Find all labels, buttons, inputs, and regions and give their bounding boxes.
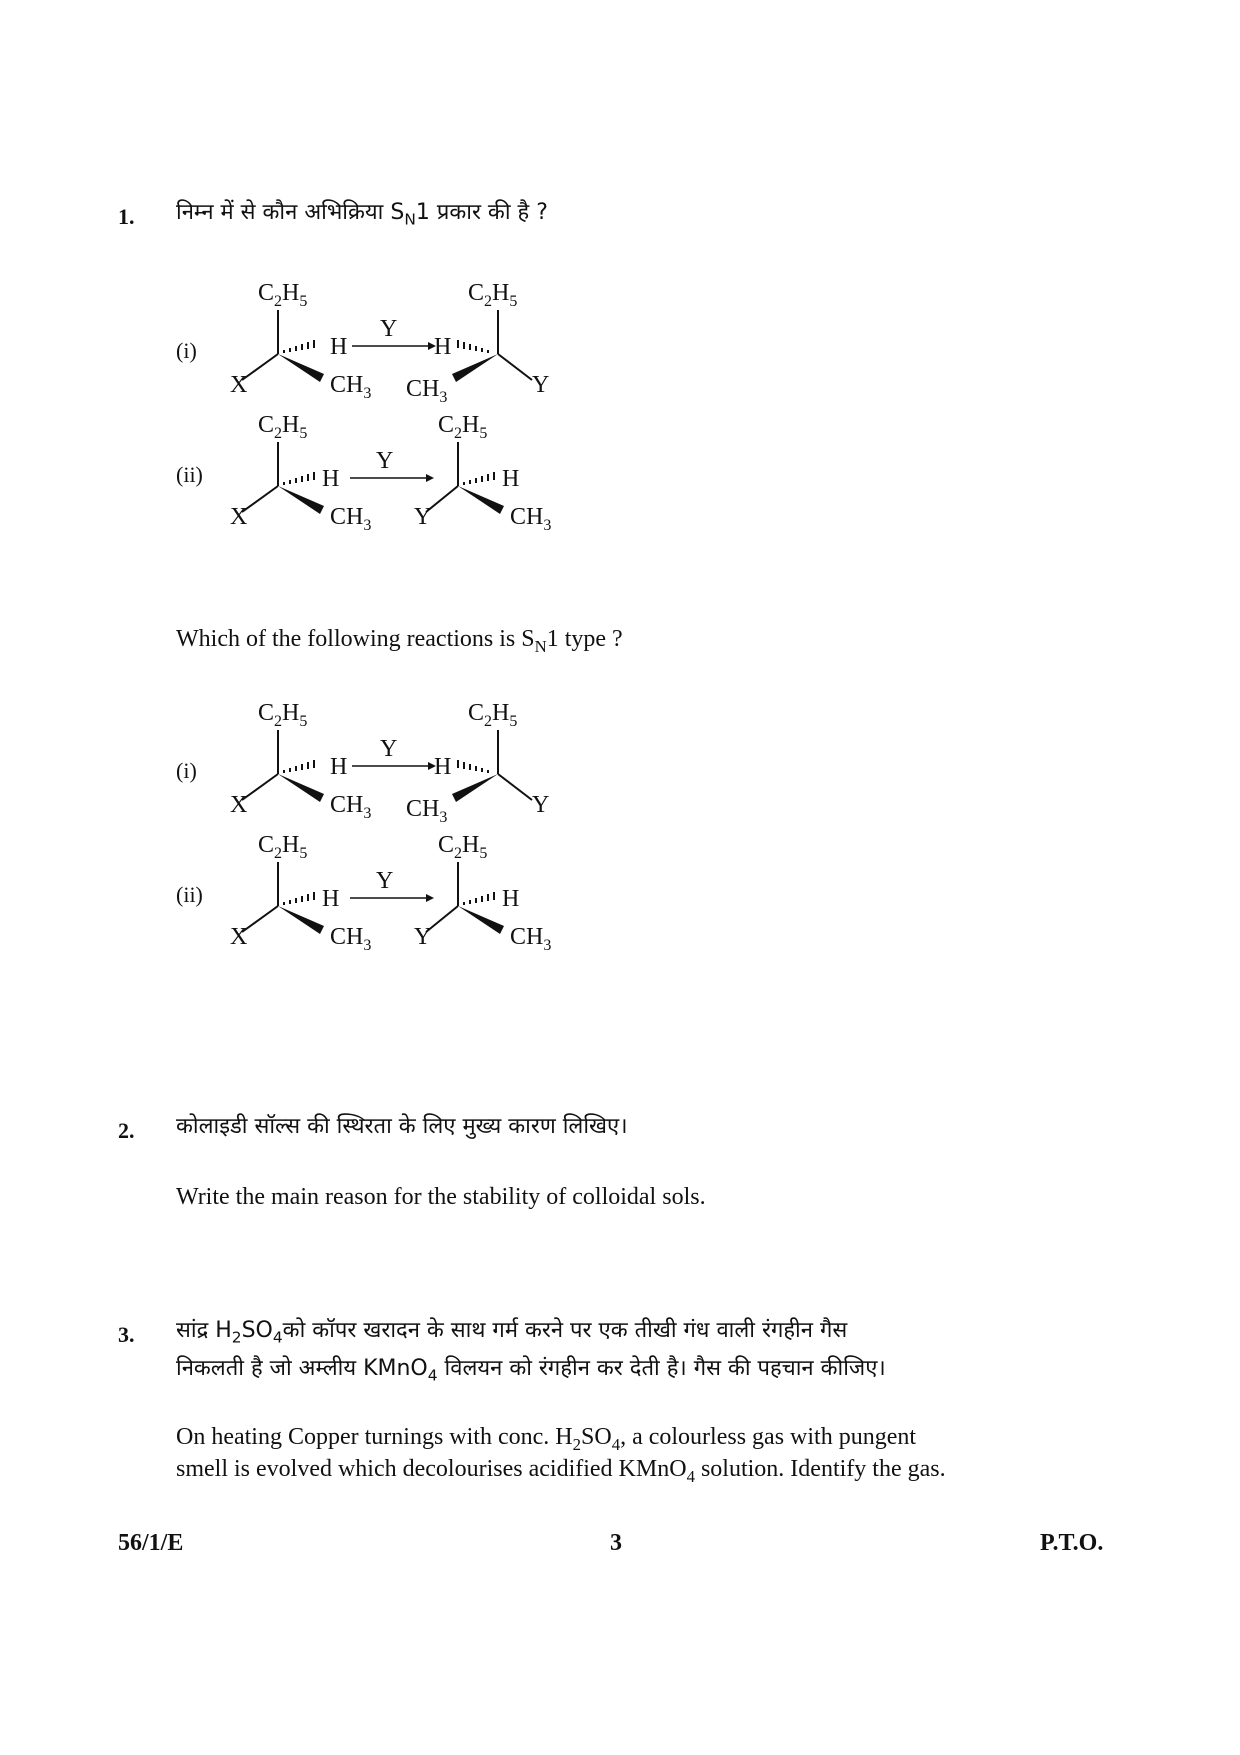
nucleophile-y: Y: [414, 504, 432, 530]
q3-hi-l1-sub1: 2: [231, 1328, 242, 1347]
svg-text:CH3: $CH_3$: [510, 924, 552, 954]
right-molecule-i: [406, 280, 549, 406]
page-number: 3: [610, 1530, 622, 1556]
hydrogen-dash-right: H: [502, 886, 520, 912]
question-2-hindi: कोलाइडी सॉल्स की स्थिरता के लिए मुख्य कारण लिखिए।: [176, 1114, 628, 1139]
q3-hi-l1-b: SO: [241, 1318, 273, 1343]
q3-hi-l2-sub: 4: [427, 1366, 438, 1385]
hydrogen-dash-left: H: [330, 334, 348, 360]
arrow-ii: [350, 448, 434, 482]
svg-text:CH3: $CH_3$: [330, 792, 372, 822]
hydrogen-dash-right: H: [434, 754, 452, 780]
hydrogen-dash-right: H: [502, 466, 520, 492]
option-label-i: (i): [176, 758, 197, 783]
reaction-diagram-ii: [230, 402, 670, 552]
question-number-1: 1.: [118, 204, 135, 229]
question-3-hindi-line-1: [176, 1314, 847, 1354]
svg-text:C2H5: $C_2H_5$: [438, 412, 488, 442]
svg-text:C2H5: $C_2H_5$: [258, 832, 308, 862]
svg-text:CH3: $CH_3$: [330, 372, 372, 402]
svg-text:C2H5: $C_2H_5$: [468, 700, 518, 730]
q1-english-subscript: N: [534, 636, 547, 656]
q3-hi-l1-a: सांद्र H: [176, 1318, 232, 1343]
svg-text:C2H5: $C_2H_5$: [258, 700, 308, 730]
hydrogen-dash-right: H: [434, 334, 452, 360]
left-molecule-ii: [230, 412, 371, 534]
leaving-group-x: X: [230, 924, 248, 950]
nucleophile-y: Y: [532, 792, 550, 818]
option-label-i: (i): [176, 338, 197, 363]
reagent-label: Y: [380, 316, 398, 342]
option-label-ii: (ii): [176, 462, 203, 487]
q1-hindi-part-b: 1 प्रकार की है ?: [415, 200, 548, 225]
svg-text:C2H5: $C_2H_5$: [438, 832, 488, 862]
right-molecule-ii: [414, 412, 551, 534]
q1-hindi-subscript: N: [404, 210, 416, 229]
question-2-english: Write the main reason for the stability of colloidal sols.: [176, 1184, 706, 1210]
reagent-label: Y: [380, 736, 398, 762]
leaving-group-x: X: [230, 504, 248, 530]
question-1-english: [176, 622, 623, 664]
reaction-diagram-i: [230, 690, 670, 840]
please-turn-over: P.T.O.: [1040, 1530, 1104, 1556]
question-1-hindi: [176, 196, 548, 236]
reaction-diagram-ii: [230, 822, 670, 972]
nucleophile-y: Y: [414, 924, 432, 950]
q1-english-part-b: 1 type ?: [546, 626, 623, 652]
q3-hi-l1-sub2: 4: [272, 1328, 283, 1347]
reaction-diagram-i: [230, 270, 670, 420]
arrow-i: [352, 316, 436, 350]
q1-english-reactions: [160, 690, 620, 1030]
svg-text:CH3: $CH_3$: [406, 376, 448, 406]
question-3-english-line-2: [176, 1452, 946, 1494]
q3-en-l1-sub1: 2: [572, 1434, 581, 1454]
question-3-hindi-line-2: [176, 1352, 886, 1392]
reagent-label: Y: [376, 448, 394, 474]
q3-hi-l2-b: विलयन को रंगहीन कर देती है। गैस की पहचान कीजिए।: [437, 1356, 886, 1381]
q3-en-l2-b: solution. Identify the gas.: [694, 1456, 946, 1482]
question-number-2: 2.: [118, 1118, 135, 1143]
reagent-label: Y: [376, 868, 394, 894]
hydrogen-dash-left: H: [322, 886, 340, 912]
svg-text:C2H5: $C_2H_5$: [258, 412, 308, 442]
svg-text:CH3: $CH_3$: [510, 504, 552, 534]
option-label-ii: (ii): [176, 882, 203, 907]
q3-hi-l2-a: निकलती है जो अम्लीय KMnO: [176, 1356, 428, 1381]
q3-en-l1-c: , a colourless gas with pungent: [620, 1424, 917, 1450]
q3-en-l1-sub2: 4: [611, 1434, 621, 1454]
q3-en-l2-a: smell is evolved which decolourises acidified KMnO: [176, 1456, 687, 1482]
q3-hi-l1-c: को कॉपर खरादन के साथ गर्म करने पर एक तीखी गंध वाली रंगहीन गैस: [282, 1318, 848, 1343]
q3-en-l1-b: SO: [581, 1424, 612, 1450]
leaving-group-x: X: [230, 792, 248, 818]
hydrogen-dash-left: H: [330, 754, 348, 780]
q3-en-l1-a: On heating Copper turnings with conc. H: [176, 1424, 573, 1450]
svg-text:CH3: $CH_3$: [330, 924, 372, 954]
nucleophile-y: Y: [532, 372, 550, 398]
question-number-3: 3.: [118, 1322, 135, 1347]
paper-code: 56/1/E: [118, 1530, 184, 1556]
q1-english-part-a: Which of the following reactions is S: [176, 626, 535, 652]
svg-text:CH3: $CH_3$: [330, 504, 372, 534]
q3-en-l2-sub: 4: [686, 1466, 695, 1486]
svg-text:C2H5: $C_2H_5$: [258, 280, 308, 310]
q1-hindi-reactions: [160, 270, 620, 610]
svg-text:CH3: $CH_3$: [406, 796, 448, 826]
svg-text:C2H5: $C_2H_5$: [468, 280, 518, 310]
left-molecule-i: [230, 280, 371, 402]
q1-hindi-part-a: निम्न में से कौन अभिक्रिया S: [176, 200, 405, 225]
leaving-group-x: X: [230, 372, 248, 398]
hydrogen-dash-left: H: [322, 466, 340, 492]
